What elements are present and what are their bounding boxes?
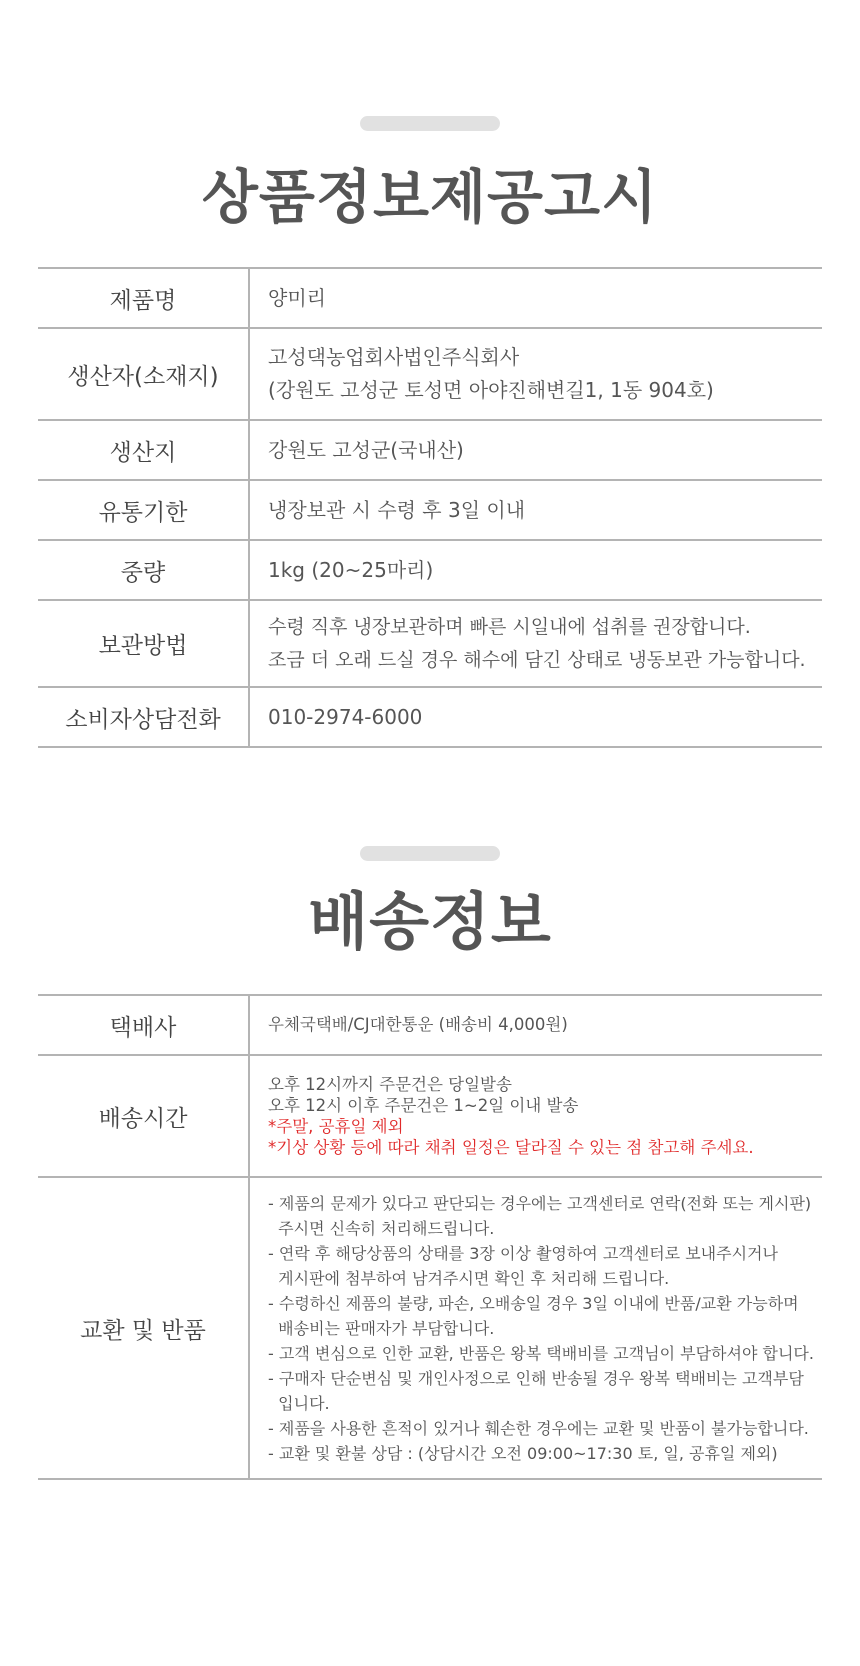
table-row bbox=[38, 480, 822, 540]
table-row bbox=[38, 420, 822, 480]
row-label-storage: 보관방법 bbox=[38, 600, 249, 687]
table-row bbox=[38, 600, 822, 687]
holiday-notice: *주말, 공휴일 제외 bbox=[268, 1117, 404, 1136]
row-label-delivery-time: 배송시간 bbox=[38, 1055, 249, 1177]
row-label-returns: 교환 및 반품 bbox=[38, 1177, 249, 1479]
returns-policy-list bbox=[268, 1191, 822, 1466]
section-divider-pill bbox=[360, 116, 500, 131]
row-label-producer: 생산자(소재지) bbox=[38, 328, 249, 420]
row-value-shelf-life: 냉장보관 시 수령 후 3일 이내 bbox=[249, 480, 822, 540]
list-item: - 제품의 문제가 있다고 판단되는 경우에는 고객센터로 연락(전화 또는 게시판) bbox=[268, 1193, 812, 1213]
row-label-shelf-life: 유통기한 bbox=[38, 480, 249, 540]
row-value-storage: 수령 직후 냉장보관하며 빠른 시일내에 섭취를 권장합니다. 조금 더 오래 드실 경우 해수에 담긴 상태로 냉동보관 가능합니다. bbox=[249, 600, 822, 687]
section-divider-pill bbox=[360, 846, 500, 861]
list-item: 배송비는 판매자가 부담합니다. bbox=[268, 1318, 495, 1338]
row-label-weight: 중량 bbox=[38, 540, 249, 600]
row-value-producer: 고성댁농업회사법인주식회사 (강원도 고성군 토성면 아야진해변길1, 1동 904호) bbox=[249, 328, 822, 420]
table-row bbox=[38, 268, 822, 328]
row-label-consumer-phone: 소비자상담전화 bbox=[38, 687, 249, 747]
list-item: - 연락 후 해당상품의 상태를 3장 이상 촬영하여 고객센터로 보내주시거나 bbox=[268, 1243, 778, 1263]
row-value-weight: 1kg (20~25마리) bbox=[249, 540, 822, 600]
list-item: - 구매자 단순변심 및 개인사정으로 인해 반송될 경우 왕복 택배비는 고객부담 bbox=[268, 1368, 804, 1388]
table-row bbox=[38, 1055, 822, 1177]
product-notice-table bbox=[38, 267, 822, 748]
row-value-origin: 강원도 고성군(국내산) bbox=[249, 420, 822, 480]
table-row bbox=[38, 995, 822, 1055]
list-item: - 제품을 사용한 흔적이 있거나 훼손한 경우에는 교환 및 반품이 불가능합니다. bbox=[268, 1418, 809, 1438]
product-notice-title: 상품정보제공고시 bbox=[201, 163, 659, 231]
table-row bbox=[38, 328, 822, 420]
weather-notice: *기상 상황 등에 따라 채취 일정은 달라질 수 있는 점 참고해 주세요. bbox=[268, 1138, 754, 1157]
list-item: - 고객 변심으로 인한 교환, 반품은 왕복 택배비를 고객님이 부담하셔야 합니다. bbox=[268, 1343, 814, 1363]
list-item: - 수령하신 제품의 불량, 파손, 오배송일 경우 3일 이내에 반품/교환 가능하며 bbox=[268, 1293, 799, 1313]
shipping-info-table bbox=[38, 994, 822, 1480]
row-value-product-name: 양미리 bbox=[249, 268, 822, 328]
row-value-consumer-phone: 010-2974-6000 bbox=[249, 687, 822, 747]
table-row bbox=[38, 687, 822, 747]
row-label-courier: 택배사 bbox=[38, 995, 249, 1055]
row-value-delivery-time: 오후 12시까지 주문건은 당일발송 오후 12시 이후 주문건은 1~2일 이내 발송 *주말, 공휴일 제외 *기상 상황 등에 따라 채취 일정은 달라질 수 있는 점 참고해 주세요. bbox=[249, 1055, 822, 1177]
row-value-returns bbox=[249, 1177, 822, 1479]
list-item: 주시면 신속히 처리해드립니다. bbox=[268, 1218, 495, 1238]
row-value-courier: 우체국택배/CJ대한통운 (배송비 4,000원) bbox=[249, 995, 822, 1055]
list-item: 입니다. bbox=[268, 1393, 330, 1413]
row-label-origin: 생산지 bbox=[38, 420, 249, 480]
table-row bbox=[38, 1177, 822, 1479]
list-item: - 교환 및 환불 상담 : (상담시간 오전 09:00~17:30 토, 일, 공휴일 제외) bbox=[268, 1443, 778, 1463]
row-label-product-name: 제품명 bbox=[38, 268, 249, 328]
list-item: 게시판에 첨부하여 남겨주시면 확인 후 처리해 드립니다. bbox=[268, 1268, 670, 1288]
table-row bbox=[38, 540, 822, 600]
shipping-info-title: 배송정보 bbox=[308, 885, 552, 958]
